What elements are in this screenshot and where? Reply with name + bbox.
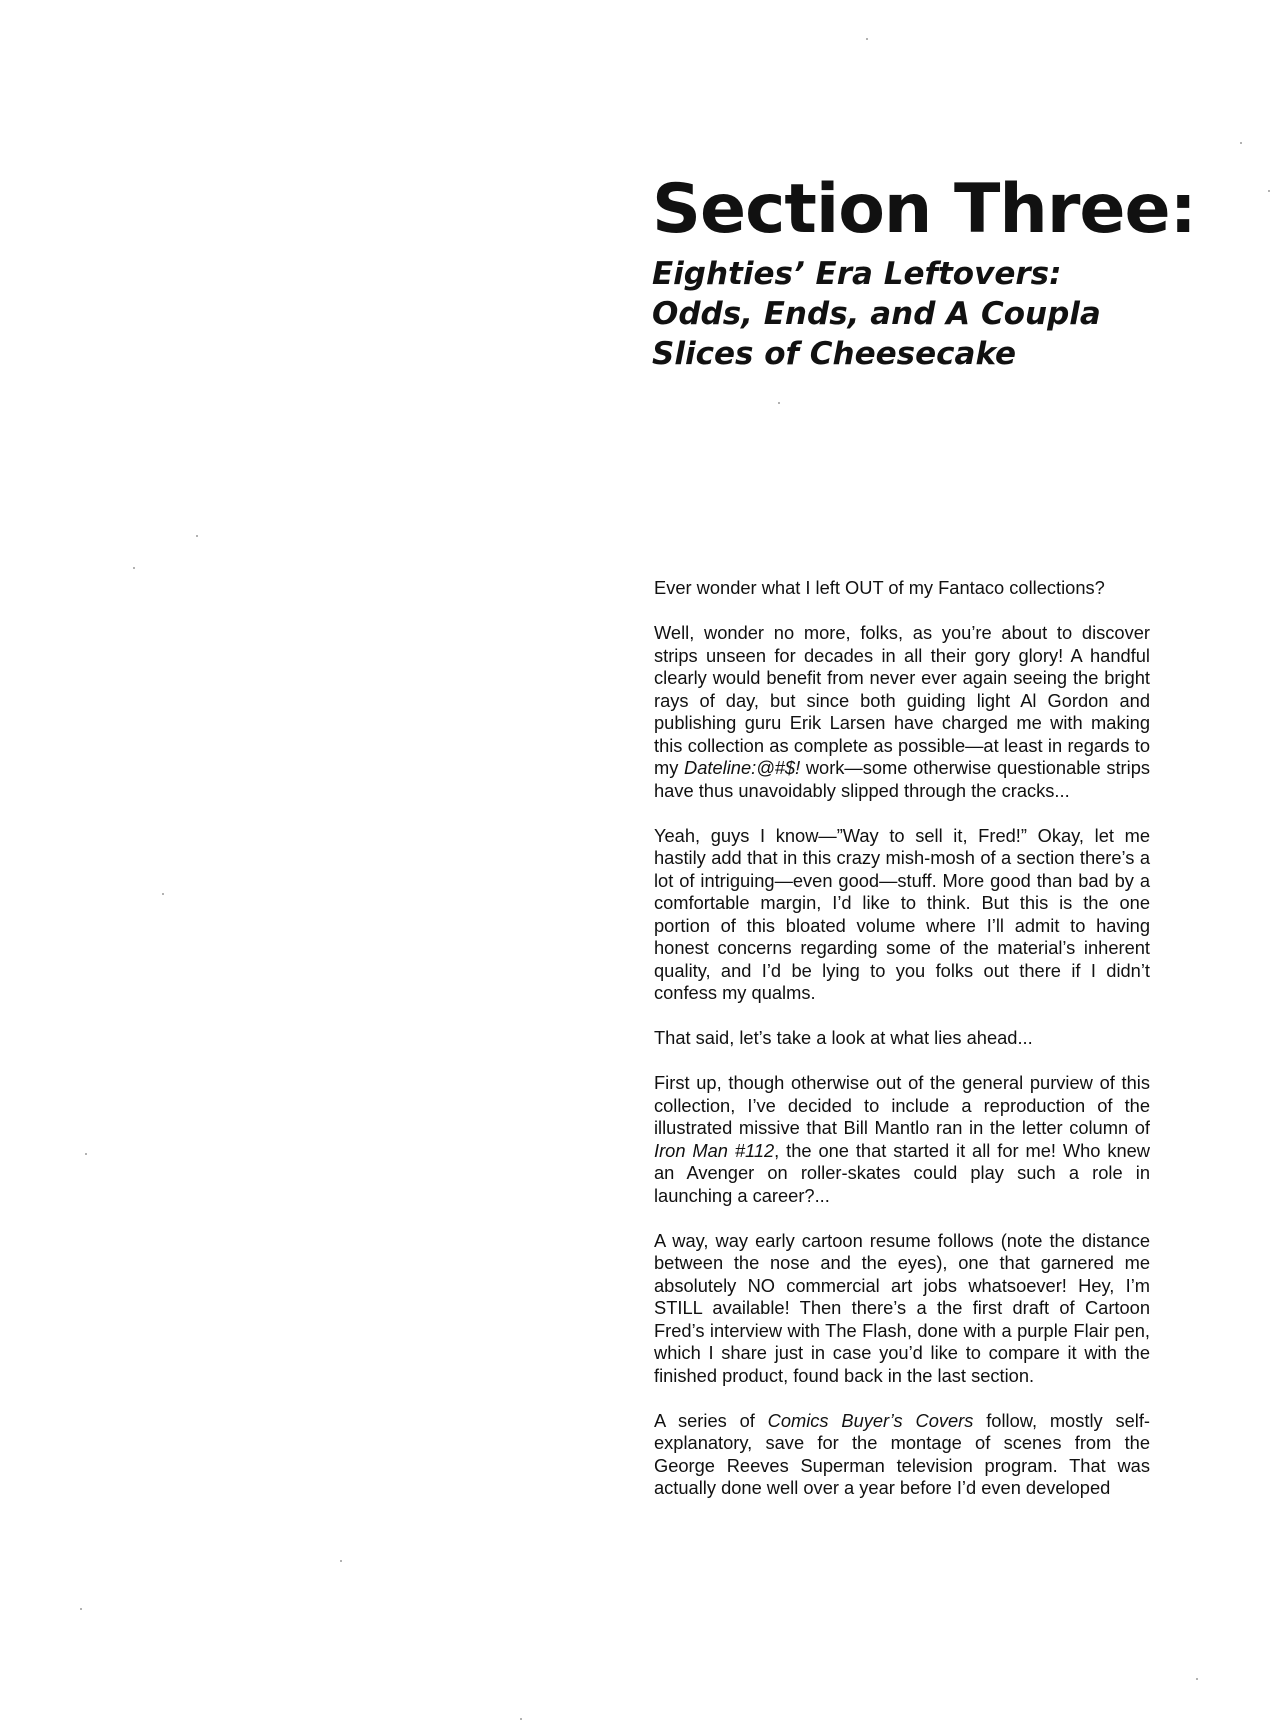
- body-text: [654, 577, 1150, 1522]
- subtitle-line: Odds, Ends, and A Coupla: [652, 296, 1101, 332]
- section-title: Section Three:: [652, 170, 1196, 249]
- paragraph: [654, 1072, 1150, 1207]
- scan-speck: [1240, 142, 1242, 144]
- section-subtitle: [652, 254, 1212, 374]
- scan-speck: [520, 1718, 522, 1720]
- paragraph: That said, let’s take a look at what lies ahead...: [654, 1027, 1033, 1048]
- scan-speck: [196, 535, 198, 537]
- scan-speck: [80, 1608, 82, 1610]
- scan-speck: [85, 1153, 87, 1155]
- paragraph-text: work—some otherwise questionable strips have thus unavoidably slipped through the cracks...: [654, 757, 1151, 801]
- subtitle-line: Slices of Cheesecake: [652, 336, 1016, 372]
- paragraph-intro: Ever wonder what I left OUT of my Fantaco collections?: [654, 577, 1105, 598]
- publication-title: Comics Buyer’s Covers: [767, 1409, 974, 1431]
- paragraph: A way, way early cartoon resume follows (note the distance between the nose and the eyes), one that garnered me absolutely NO commercial art jobs whatsoever! Hey, I’m STILL available! Then there’s a the first draft of Cartoon Fred’s interview with The Flash, done with a purple Flair pen, which I share just in case you’d like to compare it with the finished product, found back in the last section.: [654, 1229, 1150, 1386]
- paragraph-text: First up, though otherwise out of the general purview of this collection, I’ve decided to include a reproduction of the illustrated missive that Bill Mantlo ran in the letter column of: [654, 1072, 1150, 1138]
- scan-speck: [133, 567, 135, 569]
- paragraph-text: Well, wonder no more, folks, as you’re about to discover strips unseen for decades in all their gory glory! A handful clearly would benefit from never ever again seeing the bright rays of day, but since both guiding light Al Gordon and publishing guru Erik Larsen have charged me with making this collection as complete as possible—at least in regards to my: [654, 622, 1150, 778]
- paragraph-text: , the one that started it all for me! Who knew an Avenger on roller-skates could play such a role in launching a career?...: [654, 1139, 1150, 1206]
- section-heading: [652, 170, 1212, 374]
- scan-speck: [1196, 1678, 1198, 1680]
- publication-title: Iron Man #112: [654, 1139, 775, 1161]
- scan-speck: [340, 1560, 342, 1562]
- scan-speck: [866, 38, 868, 40]
- scan-speck: [162, 893, 164, 895]
- scan-speck: [778, 402, 780, 404]
- publication-title: Dateline:@#$!: [684, 757, 801, 778]
- paragraph: [654, 622, 1150, 802]
- paragraph: Yeah, guys I know—”Way to sell it, Fred!” Okay, let me hastily add that in this crazy mish-mosh of a section there’s a lot of intriguing—even good—stuff. More good than bad by a comfortable margin, I’d like to think. But this is the one portion of this bloated volume where I’ll admit to having honest concerns regarding some of the material’s inherent quality, and I’d be lying to you folks out there if I didn’t confess my qualms.: [654, 824, 1150, 1003]
- subtitle-line: Eighties’ Era Leftovers:: [652, 256, 1062, 292]
- paragraph-text: follow, mostly self-explanatory, save for the montage of scenes from the George Reeves Superman television program. That was actually done well over a year before I’d even developed: [654, 1409, 1150, 1498]
- paragraph-text: A series of: [654, 1409, 768, 1431]
- paragraph: [654, 1410, 1150, 1500]
- scan-speck: [1268, 190, 1270, 192]
